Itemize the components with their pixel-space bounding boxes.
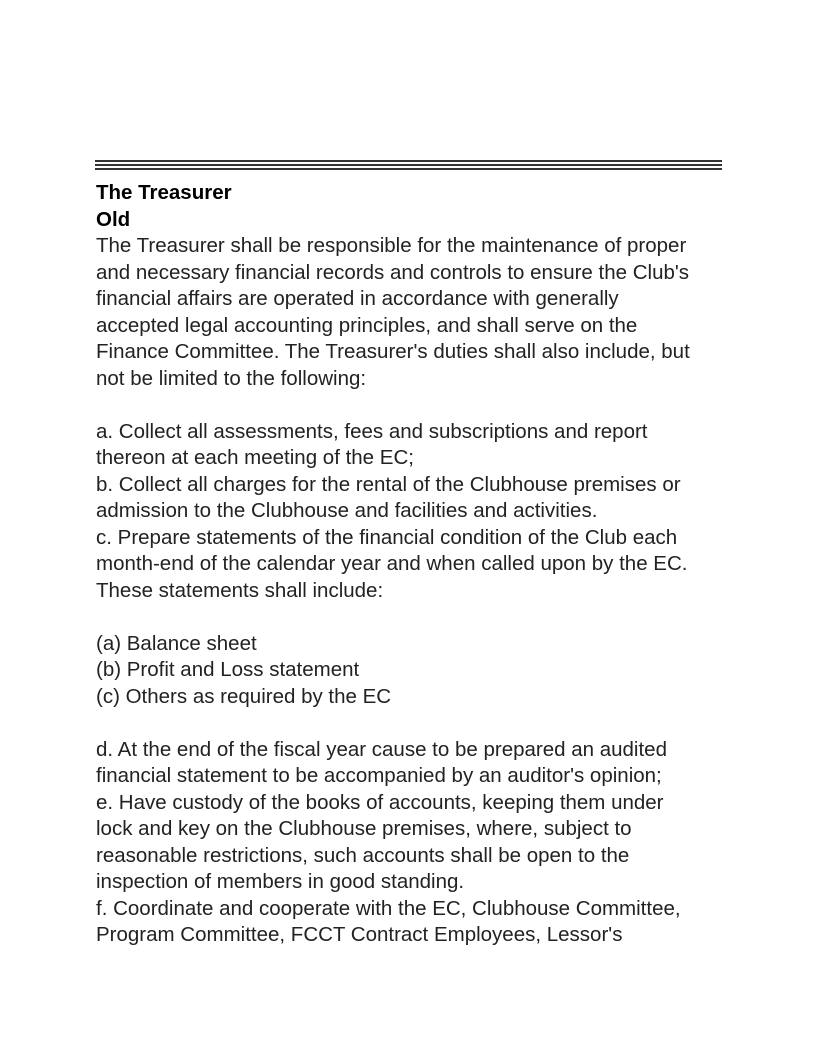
duty-item-a: a. Collect all assessments, fees and subscriptions and report thereon at each meeting of the EC; — [96, 419, 648, 469]
document-body — [96, 180, 726, 949]
intro-paragraph: The Treasurer shall be responsible for the maintenance of proper and necessary financial records and controls to ensure the Club's financial affairs are operated in accordance with generally accepted legal accounting principles, and shall serve on the Finance Committee. The Treasurer's duties shall also include, but not be limited to the following: — [96, 234, 690, 390]
statement-item-others: (c) Others as required by the EC — [96, 684, 392, 708]
blank-line — [96, 392, 726, 419]
header-rule-middle — [95, 164, 722, 166]
version-label: Old — [96, 207, 131, 231]
duty-item-e: e. Have custody of the books of accounts, keeping them under lock and key on the Clubhouse premises, where, subject to reasonable restrictions, such accounts shall be open to the inspection of members in good standing. — [96, 790, 664, 893]
section-title: The Treasurer — [96, 181, 232, 204]
blank-line — [96, 710, 726, 737]
statement-item-balance-sheet: (a) Balance sheet — [96, 631, 257, 655]
duty-item-d: d. At the end of the fiscal year cause to be prepared an audited financial statement to be accompanied by an auditor's opinion; — [96, 737, 667, 787]
statement-item-profit-loss: (b) Profit and Loss statement — [96, 658, 360, 681]
duty-item-b: b. Collect all charges for the rental of the Clubhouse premises or admission to the Clubhouse and facilities and activities. — [96, 472, 681, 522]
header-rule-top — [95, 160, 722, 162]
header-rule-bottom — [95, 168, 722, 170]
blank-line — [96, 604, 726, 631]
duty-item-c: c. Prepare statements of the financial condition of the Club each month-end of the calendar year and when called upon by the EC. These statements shall include: — [96, 525, 688, 602]
duty-item-f: f. Coordinate and cooperate with the EC, Clubhouse Committee, Program Committee, FCCT Contract Employees, Lessor's — [96, 896, 681, 946]
